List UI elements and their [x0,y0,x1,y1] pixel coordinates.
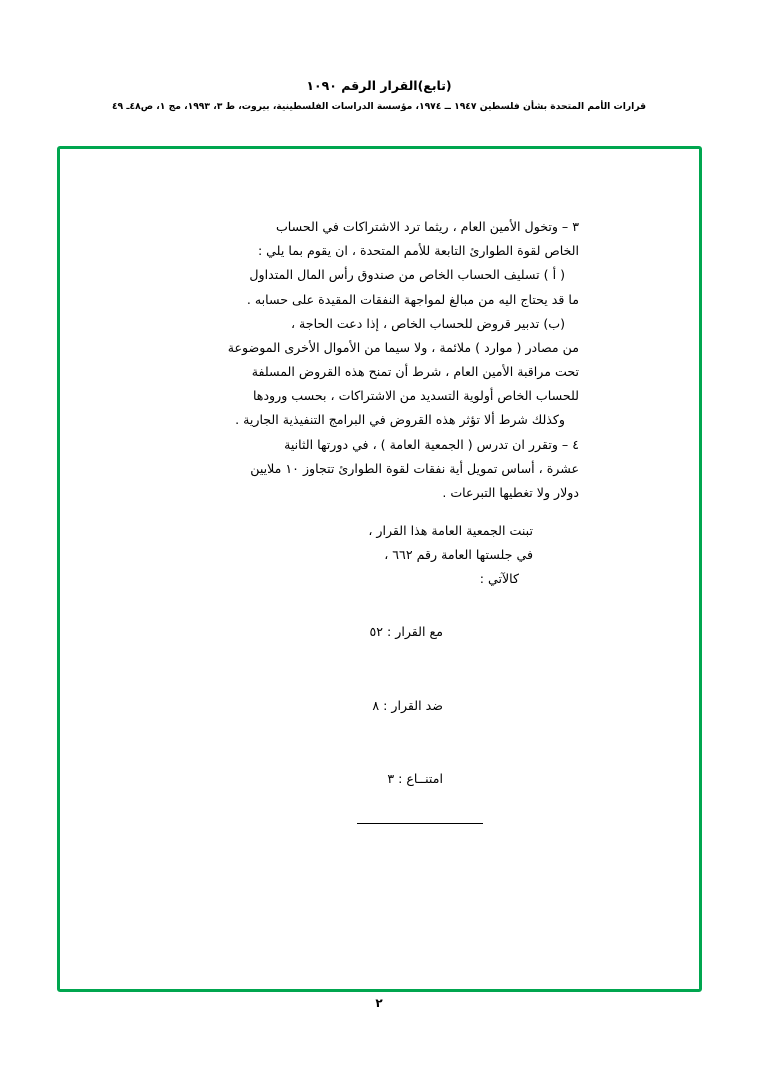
text-line: وكذلك شرط ألا تؤثر هذه القروض في البرامج التنفيذية الجارية . [235,412,565,428]
page-title: (تابع)القرار الرقم ١٠٩٠ [306,78,452,93]
vote-value: ٥٢ [369,624,383,640]
text-line: عشرة ، أساس تمويل أية نفقات لقوة الطوارئ تتجاوز ١٠ ملايين [250,460,579,476]
vote-value: ٣ [387,771,395,787]
text-line: (ب) تدبير قروض للحساب الخاص ، إذا دعت الحاجة ، [290,315,565,331]
text-line: تحت مراقبة الأمين العام ، شرط أن تمنح هذه القروض المسلفة [251,364,579,380]
vote-separator: : [379,697,392,713]
text-line: ٤ – وتقرر ان تدرس ( الجمعية العامة ) ، في دورتها الثانية [284,436,579,452]
text-line: كالآتي : [479,571,519,587]
text-line: ما قد يحتاج اليه من مبالغ لمواجهة النفقات المقيدة على حسابه . [246,291,579,307]
text-line: من مصادر ( موارد ) ملائمة ، ولا سيما من الأموال الأخرى الموضوعة [227,339,579,355]
green-border-frame [57,146,702,992]
vote-label: امتنــاع [406,771,443,787]
horizontal-rule [357,823,483,824]
vote-value: ٨ [372,697,380,713]
vote-label: مع القرار [395,624,443,640]
vote-row [180,743,579,817]
text-line: الخاص لقوة الطوارئ التابعة للأمم المتحدة ، ان يقوم بما يلي : [257,243,579,259]
vote-separator: : [394,771,407,787]
spacer [180,505,579,519]
text-line: للحساب الخاص أولوية التسديد من الاشتراكات ، بحسب ورودها [252,388,579,404]
text-line: في جلستها العامة رقم ٦٦٢ ، [384,547,533,563]
page-number: ٢ [375,996,383,1010]
vote-results [180,596,579,824]
text-line: تبنت الجمعية العامة هذا القرار ، [368,523,533,539]
text-line: دولار ولا تغطيها التبرعات . [442,484,579,500]
source-citation: قرارات الأمم المتحدة بشأن فلسطين ١٩٤٧ ــ ١٩٧٤، مؤسسة الدراسات الفلسطينية، بيروت، ط ٣، ١٩٩٣، مج ١، ص٤٨ـ ٤٩ [111,101,647,113]
text-line: ٣ – وتخول الأمين العام ، ريثما ترد الاشتراكات في الحساب [275,219,579,234]
vote-separator: : [383,624,396,640]
vote-row [180,669,579,743]
vote-row [180,596,579,670]
document-body [180,215,579,824]
text-line: ( أ ) تسليف الحساب الخاص من صندوق رأس المال المتداول [249,267,565,283]
vote-label: ضد القرار [391,697,443,713]
document-header [0,78,758,114]
